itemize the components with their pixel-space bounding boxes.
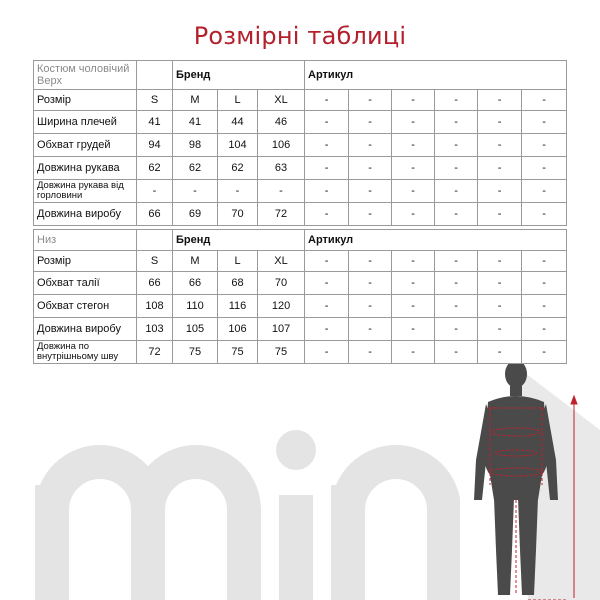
cell: 41: [173, 111, 218, 134]
row-label: Довжина виробу: [34, 318, 137, 341]
cell: -: [392, 111, 435, 134]
cell: 72: [137, 341, 173, 364]
cell: -: [305, 180, 349, 203]
cell: -: [478, 134, 522, 157]
page-title: Розмірні таблиці: [193, 22, 407, 50]
cell: -: [522, 341, 567, 364]
cell: -: [478, 180, 522, 203]
row-label: Обхват стегон: [34, 295, 137, 318]
cell: -: [305, 318, 349, 341]
cell: M: [173, 251, 218, 272]
cell: -: [522, 111, 567, 134]
cell: -: [478, 341, 522, 364]
table-header-row: [34, 230, 567, 251]
cell: -: [435, 203, 478, 226]
cell: -: [522, 318, 567, 341]
row-label: Довжина рукава від горловини: [34, 180, 137, 203]
cell: 46: [258, 111, 305, 134]
cell: -: [435, 157, 478, 180]
cell: -: [522, 251, 567, 272]
cell: -: [435, 180, 478, 203]
cell: -: [435, 295, 478, 318]
cell: 116: [218, 295, 258, 318]
bottom-size-table: [33, 229, 567, 364]
cell: -: [218, 180, 258, 203]
cell: -: [392, 272, 435, 295]
cell: -: [478, 90, 522, 111]
cell: -: [349, 157, 392, 180]
cell: -: [349, 134, 392, 157]
cell: -: [349, 203, 392, 226]
cell: -: [305, 203, 349, 226]
cell: -: [349, 180, 392, 203]
cell: M: [173, 90, 218, 111]
cell: 68: [218, 272, 258, 295]
cell: -: [349, 251, 392, 272]
cell: 41: [137, 111, 173, 134]
cell: -: [258, 180, 305, 203]
cell: 75: [258, 341, 305, 364]
cell: -: [392, 295, 435, 318]
cell: -: [349, 318, 392, 341]
cell: -: [349, 272, 392, 295]
cell: -: [522, 203, 567, 226]
cell: 62: [137, 157, 173, 180]
cell: L: [218, 251, 258, 272]
row-label: Обхват талії: [34, 272, 137, 295]
cell: 94: [137, 134, 173, 157]
cell: -: [392, 203, 435, 226]
cell: 106: [218, 318, 258, 341]
cell: -: [349, 90, 392, 111]
cell: 72: [258, 203, 305, 226]
row-label: Обхват грудей: [34, 134, 137, 157]
row-label: Довжина рукава: [34, 157, 137, 180]
cell: -: [478, 272, 522, 295]
table-row: [34, 134, 567, 157]
cell: 75: [173, 341, 218, 364]
cell: -: [522, 295, 567, 318]
table-row: [34, 251, 567, 272]
cell: XL: [258, 251, 305, 272]
cell: -: [392, 318, 435, 341]
cell: -: [305, 341, 349, 364]
cell: -: [478, 157, 522, 180]
cell: -: [522, 180, 567, 203]
cell: -: [478, 295, 522, 318]
cell: -: [173, 180, 218, 203]
table-row: [34, 180, 567, 203]
cell: -: [435, 318, 478, 341]
cell: -: [435, 111, 478, 134]
cell: -: [478, 251, 522, 272]
cell: 44: [218, 111, 258, 134]
row-label: Ширина плечей: [34, 111, 137, 134]
cell: -: [305, 251, 349, 272]
cell: 98: [173, 134, 218, 157]
table-row: [34, 203, 567, 226]
cell: XL: [258, 90, 305, 111]
cell: -: [392, 180, 435, 203]
brand-watermark-logo: [0, 395, 460, 600]
row-label: Розмір: [34, 90, 137, 111]
cell: 108: [137, 295, 173, 318]
cell: 62: [218, 157, 258, 180]
cell: 104: [218, 134, 258, 157]
cell: -: [349, 341, 392, 364]
cell: -: [349, 111, 392, 134]
cell: 107: [258, 318, 305, 341]
table-row: [34, 111, 567, 134]
cell: -: [349, 295, 392, 318]
cell: -: [478, 203, 522, 226]
brand-header: Бренд: [173, 230, 305, 251]
cell: 63: [258, 157, 305, 180]
cell: 70: [218, 203, 258, 226]
cell: -: [392, 251, 435, 272]
cell: -: [305, 134, 349, 157]
cell: -: [305, 90, 349, 111]
cell: -: [478, 318, 522, 341]
cell: S: [137, 251, 173, 272]
cell: 106: [258, 134, 305, 157]
cell: -: [522, 157, 567, 180]
table-header-row: [34, 61, 567, 90]
table-row: [34, 318, 567, 341]
cell: 110: [173, 295, 218, 318]
cell: 120: [258, 295, 305, 318]
table-row: [34, 157, 567, 180]
cell: -: [305, 157, 349, 180]
cell: 75: [218, 341, 258, 364]
cell: -: [392, 157, 435, 180]
brand-header: Бренд: [173, 61, 305, 90]
cell: 66: [137, 272, 173, 295]
cell: -: [392, 90, 435, 111]
cell: -: [478, 111, 522, 134]
row-label: Довжина по внутрішньому шву: [34, 341, 137, 364]
cell: -: [392, 341, 435, 364]
article-header: Артикул: [305, 230, 567, 251]
cell: -: [305, 111, 349, 134]
cell: -: [522, 272, 567, 295]
cell: -: [392, 134, 435, 157]
cell: -: [522, 90, 567, 111]
cell: -: [435, 341, 478, 364]
row-label: Довжина виробу: [34, 203, 137, 226]
cell: -: [435, 251, 478, 272]
cell: S: [137, 90, 173, 111]
cell: 66: [173, 272, 218, 295]
cell: L: [218, 90, 258, 111]
row-label: Розмір: [34, 251, 137, 272]
cell: 70: [258, 272, 305, 295]
table-row: [34, 272, 567, 295]
cell: -: [435, 272, 478, 295]
cell: -: [137, 180, 173, 203]
section-title: Костюм чоловічий Верх: [34, 61, 137, 90]
article-header: Артикул: [305, 61, 567, 90]
cell: 62: [173, 157, 218, 180]
section-title: Низ: [34, 230, 137, 251]
table-row: [34, 90, 567, 111]
cell: 66: [137, 203, 173, 226]
table-row: [34, 295, 567, 318]
table-row: [34, 341, 567, 364]
cell: -: [435, 134, 478, 157]
body-measurement-figure: [468, 350, 600, 600]
top-size-table: [33, 60, 567, 226]
cell: 69: [173, 203, 218, 226]
cell: 103: [137, 318, 173, 341]
cell: -: [522, 134, 567, 157]
cell: 105: [173, 318, 218, 341]
cell: -: [305, 272, 349, 295]
cell: -: [435, 90, 478, 111]
cell: -: [305, 295, 349, 318]
